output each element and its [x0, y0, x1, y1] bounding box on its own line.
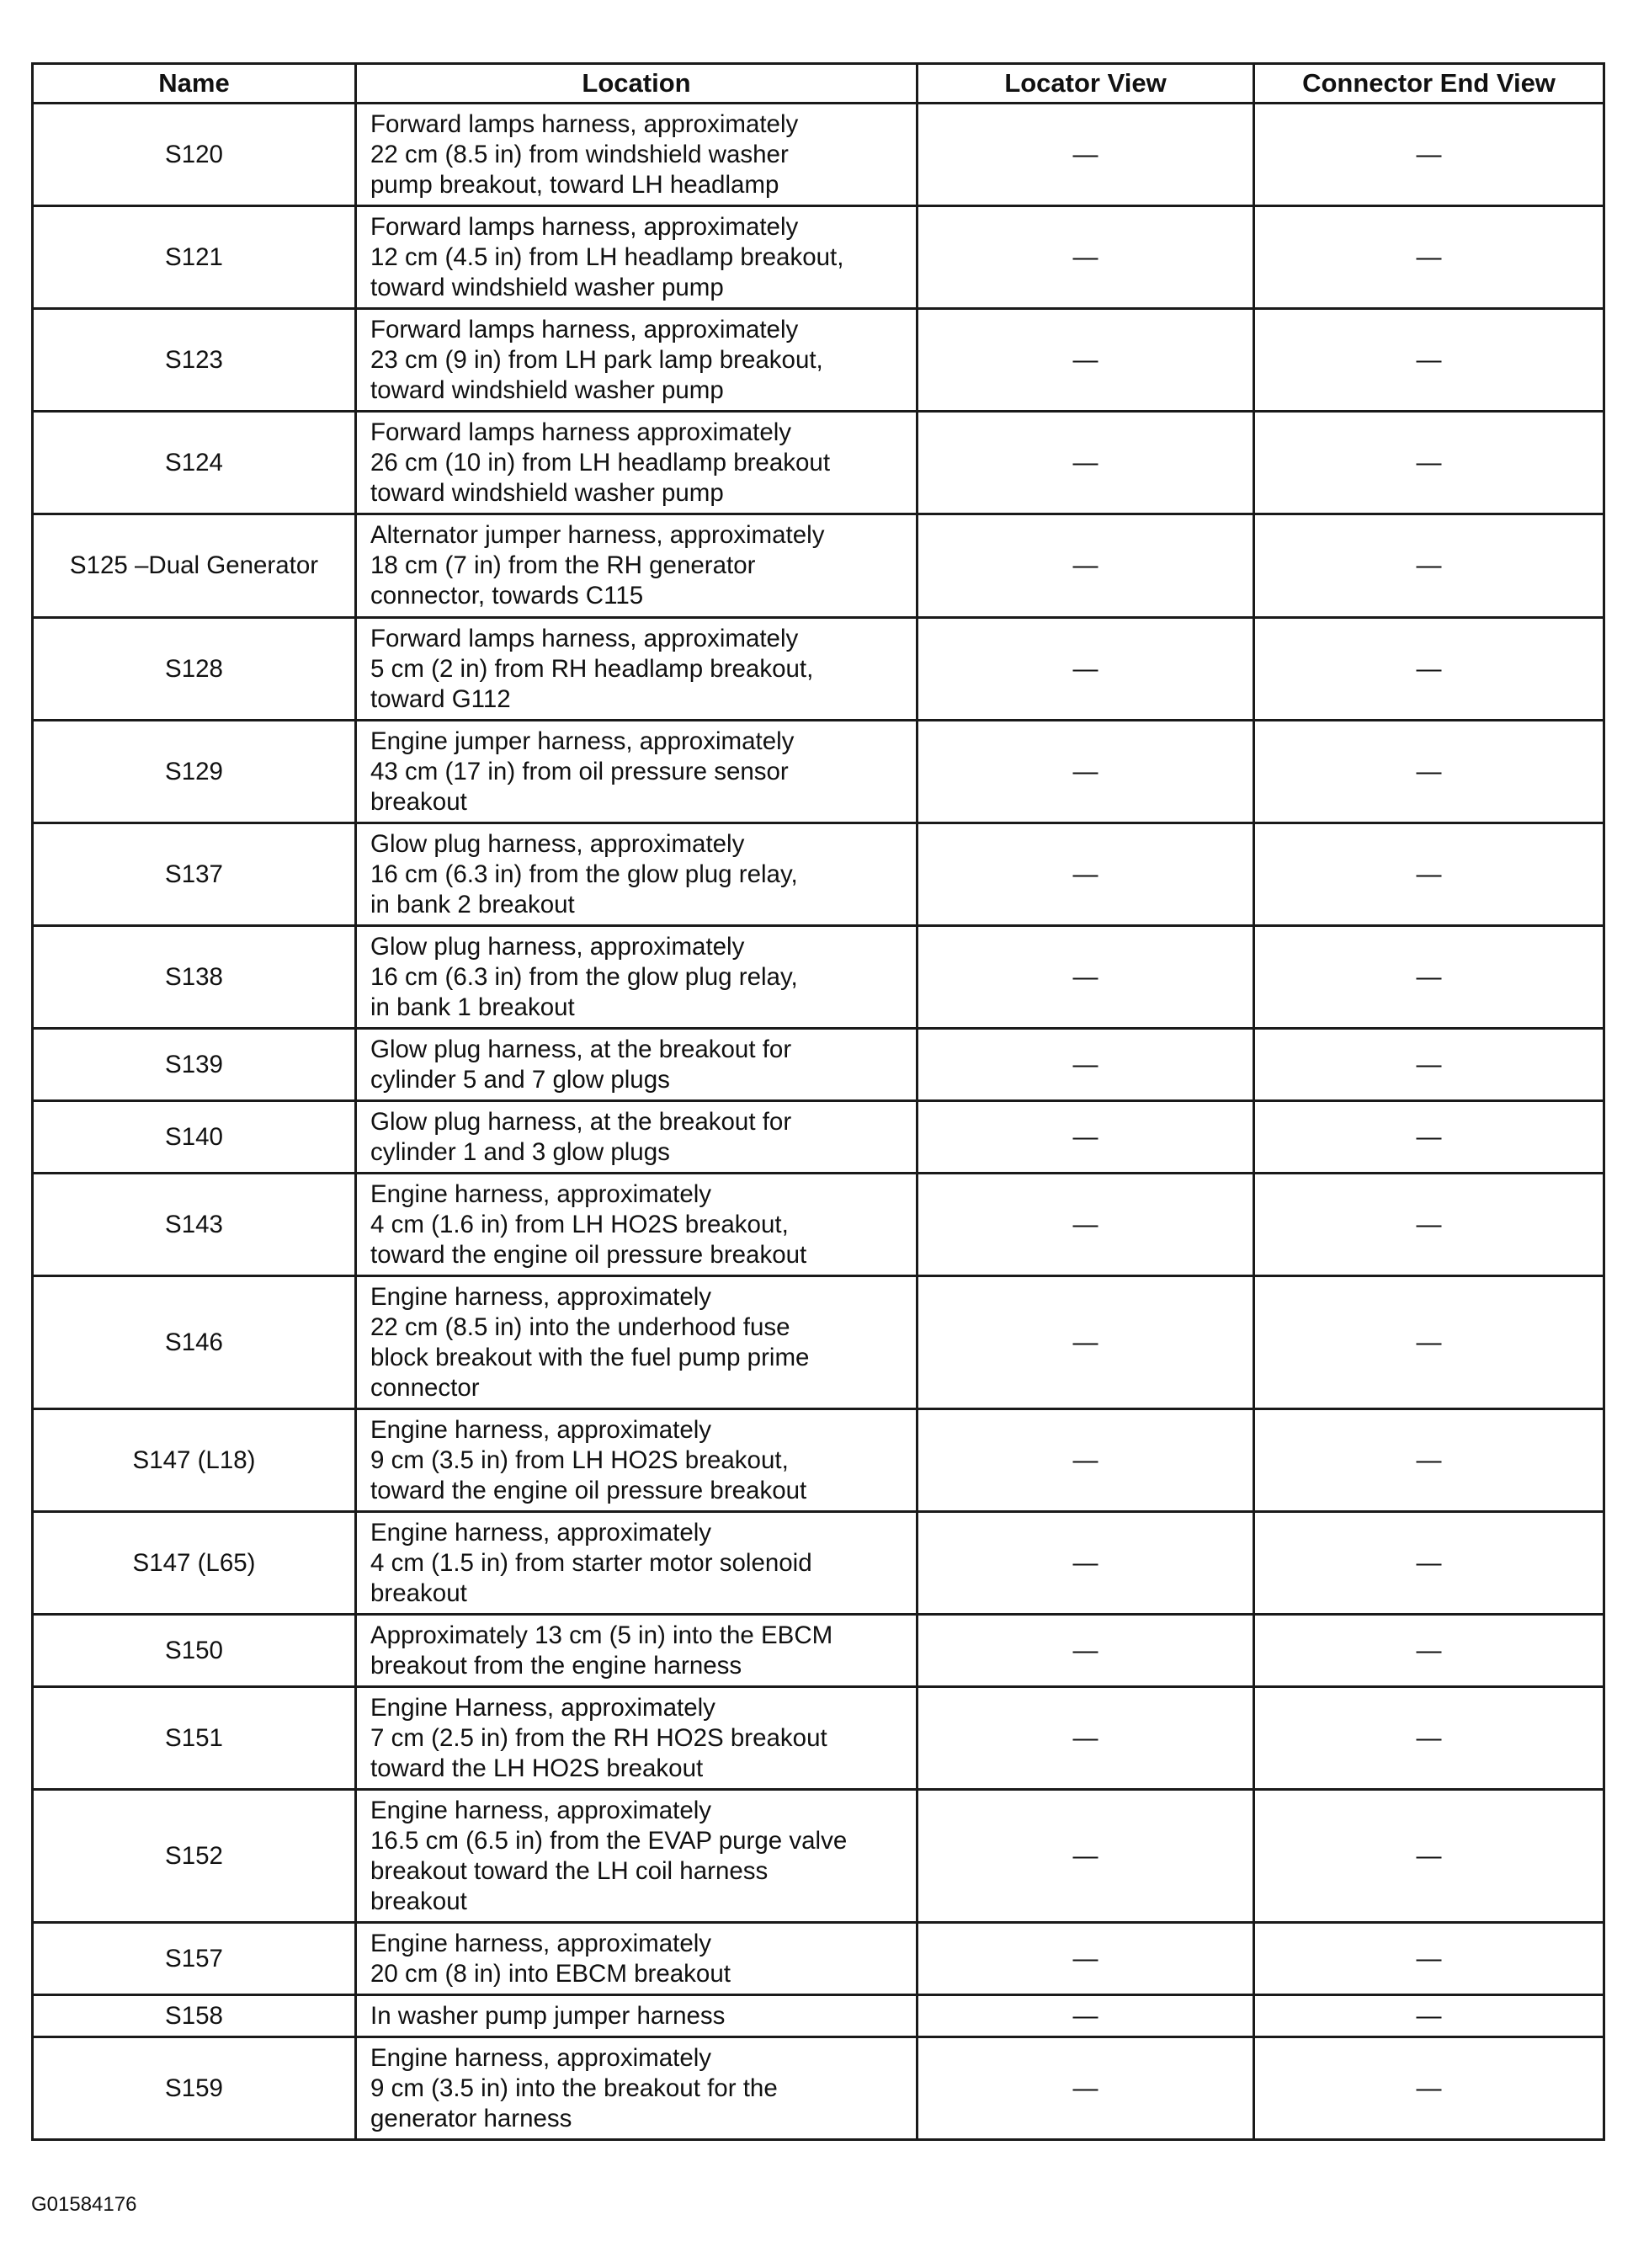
location-cell: Engine harness, approximately 9 cm (3.5 in) from LH HO2S breakout, toward the engine oil pressure breakout — [356, 1409, 918, 1512]
table-row — [33, 1512, 1604, 1615]
connector-end-view-cell: — — [1254, 1276, 1604, 1409]
locator-view-cell: — — [918, 823, 1254, 926]
splice-name-cell: S147 (L18) — [33, 1409, 356, 1512]
locator-view-cell: — — [918, 1029, 1254, 1101]
table-row — [33, 1029, 1604, 1101]
table-row — [33, 1101, 1604, 1174]
connector-end-view-cell: — — [1254, 823, 1604, 926]
locator-view-cell: — — [918, 1790, 1254, 1923]
splice-name-cell: S157 — [33, 1923, 356, 1995]
location-cell: Forward lamps harness, approximately 5 cm (2 in) from RH headlamp breakout, toward G112 — [356, 618, 918, 721]
connector-end-view-cell: — — [1254, 2037, 1604, 2140]
connector-end-view-cell: — — [1254, 1174, 1604, 1276]
connector-end-view-cell: — — [1254, 309, 1604, 412]
table-row — [33, 1174, 1604, 1276]
location-cell: Approximately 13 cm (5 in) into the EBCM breakout from the engine harness — [356, 1615, 918, 1687]
locator-view-cell: — — [918, 1512, 1254, 1615]
splice-name-cell: S138 — [33, 926, 356, 1029]
locator-view-cell: — — [918, 1409, 1254, 1512]
splice-name-cell: S151 — [33, 1687, 356, 1790]
table-row — [33, 1615, 1604, 1687]
location-cell: Engine harness, approximately 4 cm (1.6 in) from LH HO2S breakout, toward the engine oil pressure breakout — [356, 1174, 918, 1276]
location-cell: Engine jumper harness, approximately 43 cm (17 in) from oil pressure sensor breakout — [356, 721, 918, 823]
table-row — [33, 1276, 1604, 1409]
splice-location-table — [31, 62, 1605, 2141]
locator-view-cell: — — [918, 2037, 1254, 2140]
location-cell: Engine Harness, approximately 7 cm (2.5 in) from the RH HO2S breakout toward the LH HO2S breakout — [356, 1687, 918, 1790]
location-cell: Glow plug harness, approximately 16 cm (6.3 in) from the glow plug relay, in bank 2 breakout — [356, 823, 918, 926]
connector-end-view-cell: — — [1254, 1995, 1604, 2037]
splice-name-cell: S146 — [33, 1276, 356, 1409]
connector-end-view-cell: — — [1254, 1101, 1604, 1174]
splice-name-cell: S124 — [33, 412, 356, 514]
splice-name-cell: S129 — [33, 721, 356, 823]
location-cell: Engine harness, approximately 9 cm (3.5 in) into the breakout for the generator harness — [356, 2037, 918, 2140]
table-row — [33, 926, 1604, 1029]
connector-end-view-cell: — — [1254, 514, 1604, 618]
connector-end-view-cell: — — [1254, 618, 1604, 721]
splice-name-cell: S128 — [33, 618, 356, 721]
table-row — [33, 309, 1604, 412]
locator-view-cell: — — [918, 514, 1254, 618]
locator-view-cell: — — [918, 721, 1254, 823]
table-row — [33, 412, 1604, 514]
locator-view-cell: — — [918, 1276, 1254, 1409]
connector-end-view-cell: — — [1254, 1615, 1604, 1687]
location-cell: Glow plug harness, at the breakout for cylinder 1 and 3 glow plugs — [356, 1101, 918, 1174]
splice-name-cell: S120 — [33, 104, 356, 206]
connector-end-view-cell: — — [1254, 721, 1604, 823]
locator-view-cell: — — [918, 1174, 1254, 1276]
locator-view-cell: — — [918, 1615, 1254, 1687]
table-body — [33, 104, 1604, 2140]
table-row — [33, 1790, 1604, 1923]
splice-name-cell: S147 (L65) — [33, 1512, 356, 1615]
figure-id: G01584176 — [31, 2193, 137, 2216]
table-row — [33, 618, 1604, 721]
location-cell: Engine harness, approximately 16.5 cm (6.5 in) from the EVAP purge valve breakout toward the LH coil harness breakout — [356, 1790, 918, 1923]
table-row — [33, 823, 1604, 926]
location-cell: Forward lamps harness approximately 26 cm (10 in) from LH headlamp breakout toward windshield washer pump — [356, 412, 918, 514]
connector-end-view-cell: — — [1254, 104, 1604, 206]
splice-name-cell: S159 — [33, 2037, 356, 2140]
location-cell: Engine harness, approximately 20 cm (8 in) into EBCM breakout — [356, 1923, 918, 1995]
locator-view-cell: — — [918, 206, 1254, 309]
location-cell: Forward lamps harness, approximately 23 cm (9 in) from LH park lamp breakout, toward windshield washer pump — [356, 309, 918, 412]
table-row — [33, 1409, 1604, 1512]
locator-view-cell: — — [918, 1995, 1254, 2037]
column-header-locator-view: Locator View — [918, 64, 1254, 104]
splice-name-cell: S125 –Dual Generator — [33, 514, 356, 618]
connector-end-view-cell: — — [1254, 926, 1604, 1029]
splice-name-cell: S121 — [33, 206, 356, 309]
column-header-connector-end-view: Connector End View — [1254, 64, 1604, 104]
location-cell: Forward lamps harness, approximately 12 cm (4.5 in) from LH headlamp breakout, toward windshield washer pump — [356, 206, 918, 309]
column-header-name: Name — [33, 64, 356, 104]
locator-view-cell: — — [918, 412, 1254, 514]
location-cell: Engine harness, approximately 22 cm (8.5 in) into the underhood fuse block breakout with the fuel pump prime connector — [356, 1276, 918, 1409]
table-row — [33, 1923, 1604, 1995]
location-cell: Glow plug harness, approximately 16 cm (6.3 in) from the glow plug relay, in bank 1 breakout — [356, 926, 918, 1029]
table-row — [33, 1995, 1604, 2037]
locator-view-cell: — — [918, 1687, 1254, 1790]
splice-name-cell: S143 — [33, 1174, 356, 1276]
locator-view-cell: — — [918, 1101, 1254, 1174]
locator-view-cell: — — [918, 1923, 1254, 1995]
location-cell: Glow plug harness, at the breakout for cylinder 5 and 7 glow plugs — [356, 1029, 918, 1101]
connector-end-view-cell: — — [1254, 1029, 1604, 1101]
connector-end-view-cell: — — [1254, 412, 1604, 514]
locator-view-cell: — — [918, 618, 1254, 721]
connector-end-view-cell: — — [1254, 206, 1604, 309]
splice-name-cell: S158 — [33, 1995, 356, 2037]
splice-name-cell: S152 — [33, 1790, 356, 1923]
locator-view-cell: — — [918, 104, 1254, 206]
splice-name-cell: S123 — [33, 309, 356, 412]
column-header-location: Location — [356, 64, 918, 104]
splice-name-cell: S139 — [33, 1029, 356, 1101]
location-cell: Forward lamps harness, approximately 22 cm (8.5 in) from windshield washer pump breakout, toward LH headlamp — [356, 104, 918, 206]
table-row — [33, 1687, 1604, 1790]
table-header-row — [33, 64, 1604, 104]
table-row — [33, 514, 1604, 618]
table-row — [33, 206, 1604, 309]
connector-end-view-cell: — — [1254, 1923, 1604, 1995]
connector-end-view-cell: — — [1254, 1790, 1604, 1923]
table-row — [33, 2037, 1604, 2140]
splice-name-cell: S150 — [33, 1615, 356, 1687]
table-row — [33, 721, 1604, 823]
locator-view-cell: — — [918, 926, 1254, 1029]
location-cell: Alternator jumper harness, approximately 18 cm (7 in) from the RH generator connector, towards C115 — [356, 514, 918, 618]
splice-name-cell: S137 — [33, 823, 356, 926]
table-row — [33, 104, 1604, 206]
splice-name-cell: S140 — [33, 1101, 356, 1174]
connector-end-view-cell: — — [1254, 1409, 1604, 1512]
connector-end-view-cell: — — [1254, 1512, 1604, 1615]
location-cell: Engine harness, approximately 4 cm (1.5 in) from starter motor solenoid breakout — [356, 1512, 918, 1615]
location-cell: In washer pump jumper harness — [356, 1995, 918, 2037]
locator-view-cell: — — [918, 309, 1254, 412]
connector-end-view-cell: — — [1254, 1687, 1604, 1790]
